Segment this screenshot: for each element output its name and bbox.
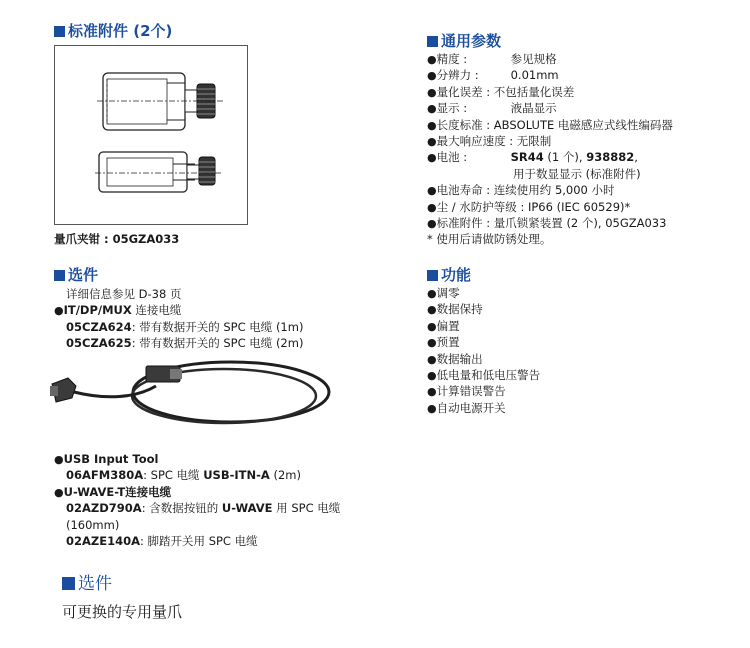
bullet-icon: ● <box>427 336 437 350</box>
usb-desc: : SPC 电缆 <box>143 468 204 483</box>
function-item <box>427 285 540 301</box>
spec-value: 无限制 <box>516 133 552 148</box>
specs-title: 通用参数 <box>441 32 502 50</box>
clamp-caption-prefix: 量爪夹钳 : <box>54 232 113 246</box>
cable-group-row <box>54 302 303 318</box>
heading-square-icon <box>427 36 438 47</box>
heading-square-icon <box>54 270 65 281</box>
specs-note: * 使用后请做防锈处理。 <box>427 232 552 247</box>
function-label: 计算错误警告 <box>436 384 506 399</box>
uwave-code: 02AZD790A <box>66 501 142 516</box>
bullet-icon: ● <box>427 401 437 415</box>
cable-group-label: IT/DP/MUX <box>63 303 132 318</box>
usb-tool-row <box>54 451 340 467</box>
spec-value: 不包括量化误差 <box>493 84 575 99</box>
spec-key: 量化误差 : <box>436 84 494 99</box>
options2-heading <box>62 574 112 594</box>
bullet-icon: ● <box>427 368 437 382</box>
spec-row <box>427 67 673 83</box>
function-item <box>427 351 540 367</box>
function-label: 自动电源开关 <box>436 400 506 415</box>
function-label: 预置 <box>436 335 460 350</box>
cable-code: 05CZA624 <box>66 319 132 334</box>
function-label: 低电量和低电压警告 <box>436 367 541 382</box>
bullet-icon: ● <box>427 85 437 99</box>
spec-row <box>427 100 673 116</box>
cable-group-suffix: 连接电缆 <box>131 303 182 318</box>
function-item <box>427 318 540 334</box>
usb-tool-label: USB Input Tool <box>63 452 159 466</box>
options-ref: 详细信息参见 D-38 页 <box>66 287 182 301</box>
function-item <box>427 301 540 317</box>
bullet-icon: ● <box>54 304 64 318</box>
uwave-item <box>54 500 340 516</box>
spec-key: 精度 : <box>436 52 468 66</box>
bullet-icon: ● <box>427 151 437 165</box>
bullet-icon: ● <box>427 352 437 366</box>
usb-model: USB-ITN-A <box>203 468 270 483</box>
spec-row <box>427 215 673 231</box>
uwave-desc: : 含数据按钮的 <box>141 501 222 516</box>
standard-accessories: 标准附件 : 量爪锁紧装置 (2 个), 05GZA033 <box>436 215 667 230</box>
function-item <box>427 334 540 350</box>
spec-value: 参见规格 <box>510 52 557 66</box>
spec-key: 分辨力 : <box>436 68 479 83</box>
function-item <box>427 400 540 416</box>
spec-row <box>427 182 673 198</box>
bullet-icon: ● <box>427 287 437 300</box>
battery-note: 用于数显显示 (标准附件) <box>513 166 641 181</box>
spec-key: 长度标准 : <box>436 117 494 132</box>
function-label: 数据输出 <box>436 351 483 366</box>
bullet-icon: ● <box>427 102 437 116</box>
ip-rating: 尘 / 水防护等级 : IP66 (IEC 60529)* <box>436 199 631 214</box>
functions-heading <box>427 266 471 284</box>
usb-item <box>54 467 340 483</box>
battery-comma: , <box>634 150 638 165</box>
options-heading <box>54 266 98 284</box>
spc-cable-image <box>46 356 336 446</box>
spec-value: ABSOLUTE 电磁感应式线性编码器 <box>493 117 673 132</box>
function-label: 调零 <box>436 286 460 300</box>
battery-life: 电池寿命 : 连续使用约 5,000 小时 <box>436 183 615 198</box>
clamp-figure <box>54 45 248 225</box>
options-title: 选件 <box>68 266 99 284</box>
accessories-title: 标准附件 (2个) <box>68 22 173 40</box>
spec-row <box>427 133 673 149</box>
spec-row <box>427 84 673 100</box>
cable-drawing <box>46 356 336 446</box>
uwave-row <box>54 484 340 500</box>
functions-list <box>427 285 540 416</box>
spec-value: 0.01mm <box>510 68 559 83</box>
clamp-caption-code: 05GZA033 <box>112 232 180 246</box>
uwave-desc-2: 用 SPC 电缆 <box>272 501 341 516</box>
bullet-icon: ● <box>427 303 437 317</box>
options2-title: 选件 <box>78 574 112 594</box>
cable-code: 05CZA625 <box>66 336 132 351</box>
spec-value: 液晶显示 <box>510 101 557 116</box>
spec-key: 最大响应速度 : <box>436 133 517 148</box>
options2-subtitle: 可更换的专用量爪 <box>62 603 183 621</box>
cable-desc: : 带有数据开关的 SPC 电缆 (1m) <box>131 319 304 334</box>
usb-code: 06AFM380A <box>66 468 144 483</box>
function-item <box>427 383 540 399</box>
function-item <box>427 367 540 383</box>
bullet-icon: ● <box>427 319 437 333</box>
uwave-title: U-WAVE-T连接电缆 <box>63 484 172 499</box>
spec-row <box>427 117 673 133</box>
uwave-length: (160mm) <box>66 517 120 532</box>
bullet-icon: ● <box>54 453 64 466</box>
battery-model: SR44 <box>510 150 544 165</box>
spec-row <box>427 199 673 215</box>
bullet-icon: ● <box>427 184 437 198</box>
bullet-icon: ● <box>54 485 64 499</box>
bullet-icon: ● <box>427 118 437 132</box>
bullet-icon: ● <box>427 134 437 148</box>
bullet-icon: ● <box>427 216 437 230</box>
specs-heading <box>427 32 501 50</box>
cable-item-1 <box>54 319 303 335</box>
battery-count: (1 个), <box>543 150 587 165</box>
options-list <box>54 286 303 352</box>
function-label: 数据保持 <box>436 302 483 317</box>
functions-title: 功能 <box>441 266 472 284</box>
clamp-caption <box>54 231 179 247</box>
battery-row <box>427 149 673 165</box>
pedal-item <box>54 533 340 549</box>
cable-desc: : 带有数据开关的 SPC 电缆 (2m) <box>131 336 304 351</box>
bullet-icon: ● <box>427 385 437 399</box>
specs-list <box>427 51 673 248</box>
pedal-code: 02AZE140A <box>66 533 141 548</box>
usb-options-list <box>54 451 340 549</box>
bullet-icon: ● <box>427 200 437 214</box>
spec-row <box>427 51 673 67</box>
pedal-desc: : 脚踏开关用 SPC 电缆 <box>140 533 258 548</box>
jaw-clamp-drawing <box>55 46 247 224</box>
spec-key: 电池 : <box>436 150 468 165</box>
uwave-name: U-WAVE <box>221 501 273 516</box>
heading-square-icon <box>427 270 438 281</box>
spec-key: 显示 : <box>436 101 468 116</box>
usb-length: (2m) <box>269 468 301 483</box>
cable-item-2 <box>54 335 303 351</box>
function-label: 偏置 <box>436 318 460 333</box>
bullet-icon: ● <box>427 69 437 83</box>
accessories-heading <box>54 22 172 40</box>
bullet-icon: ● <box>427 53 437 66</box>
battery-part: 938882 <box>586 150 635 165</box>
heading-square-icon <box>54 26 65 37</box>
heading-square-icon <box>62 577 75 590</box>
